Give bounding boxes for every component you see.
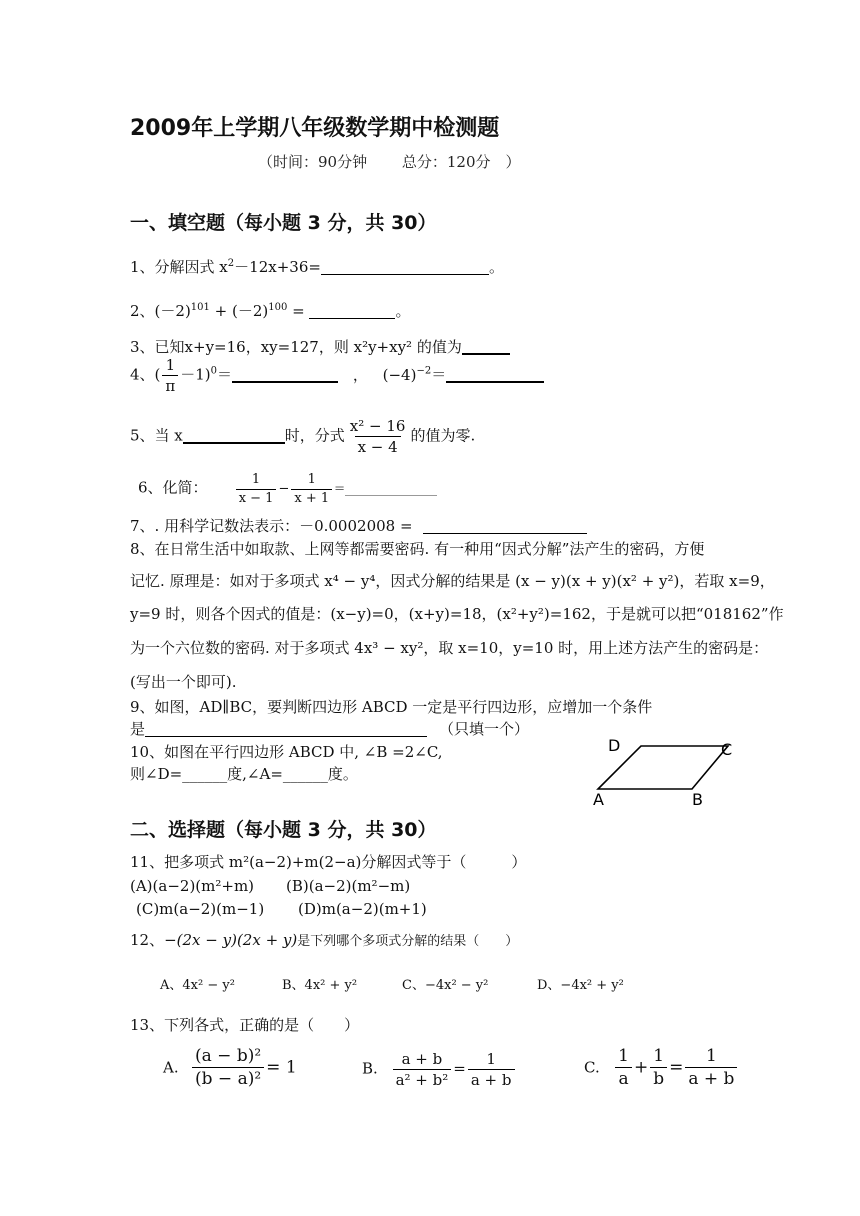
q2-term-a: (－2) [154,302,191,320]
q4-answer-blank-2[interactable] [446,365,544,383]
q11-option-d[interactable]: (D)m(a−2)(m+1) [298,900,427,918]
q13a-fraction [192,1046,264,1090]
q2-plus: + [209,302,232,320]
question-6 [138,472,437,506]
q4-answer-blank-1[interactable] [232,365,338,383]
q6-minus: − [278,481,290,497]
q13c-fraction-1 [615,1046,632,1090]
q9-line2-suffix: （只填一个） [439,720,530,738]
q13-option-a[interactable] [163,1046,297,1090]
q13c-d2: b [650,1067,667,1089]
q12-option-c[interactable]: C、−4x² − y² [402,978,489,993]
q2-answer-blank[interactable] [309,302,395,319]
q4-fraction [162,356,178,395]
q13b-fraction-1 [393,1050,452,1089]
q6-equals: = [334,481,346,497]
q13c-n2: 1 [653,1046,665,1066]
q6-frac2-den: x + 1 [291,489,332,507]
q4-mid: －1) [180,365,211,384]
q1-answer-blank[interactable] [321,258,489,275]
question-12-stem: 12、−(2x − y)(2x + y)是下列哪个多项式分解的结果（ ） [130,931,519,949]
q12-expression: −(2x − y)(2x + y) [164,931,298,949]
q7-text: 7、. 用科学记数法表示：－0.0002008 = [130,517,413,535]
q11-option-b[interactable]: (B)(a−2)(m²−m) [286,877,411,895]
q13a-label: A. [163,1058,179,1077]
question-9-line-2 [130,720,529,738]
q13c-fraction-2 [650,1046,667,1090]
question-9-line-1: 9、如图，AD∥BC，要判断四边形 ABCD 一定是平行四边形，应增加一个条件 [130,698,653,716]
q4-equals: ＝ [217,365,233,384]
q6-frac1-num: 1 [251,472,261,487]
q13b-den: a² + b² [393,1069,452,1089]
q13b-label: B. [362,1059,378,1078]
q7-answer-blank[interactable] [423,517,587,534]
q13b-equals: = [453,1059,466,1078]
question-8-line-2: 记忆. 原理是：如对于多项式 x⁴ − y⁴，因式分解的结果是 (x − y)(x + y)(x² + y²)，若取 x=9， [130,572,775,590]
q6-frac2-num: 1 [307,472,316,487]
q13a-den: (b − a)² [192,1067,264,1089]
vertex-label-b: B [692,790,703,808]
question-8-line-3: y=9 时，则各个因式的值是：(x−y)=0，(x+y)=18，(x²+y²)=162，于是就可以把“018162”作 [130,605,784,623]
vertex-label-d: D [608,736,621,755]
q2-sup-a: 101 [190,302,210,313]
question-7 [130,517,587,535]
q13a-num: (a − b)² [195,1046,262,1066]
q1-end: 。 [488,258,504,276]
q6-fraction-1 [236,472,277,506]
q1-sup: 2 [227,258,235,269]
q6-answer-blank[interactable] [345,479,437,496]
q2-prefix: 2、 [130,302,155,320]
question-8-line-4: 为一个六位数的密码. 对于多项式 4x³ − xy²，取 x=10，y=10 时，用上述方法产生的密码是： [130,639,769,657]
q2-end: 。 [395,302,411,320]
question-1 [130,258,504,276]
q13c-equals: = [669,1057,684,1078]
q11-option-a[interactable]: (A)(a−2)(m²+m) [130,877,255,895]
q2-equals: = [287,302,310,320]
q12-stem-text: 是下列哪个多项式分解的结果（ ） [297,934,519,949]
question-11-stem: 11、把多项式 m²(a−2)+m(2−a)分解因式等于（ ） [130,853,527,871]
q9-line2-prefix: 是 [130,720,146,738]
q13c-n1: 1 [618,1046,629,1066]
question-3 [130,337,510,356]
q2-sup-b: 100 [268,302,288,313]
q13-option-c[interactable] [584,1046,739,1090]
q2-term-b: (－2) [232,302,269,320]
q13c-fraction-3 [685,1046,737,1090]
q4-frac-num: 1 [165,356,176,374]
question-13-stem: 13、下列各式，正确的是（ ） [130,1016,360,1034]
q12-option-a[interactable]: A、4x² − y² [160,978,235,993]
q13b-num2: 1 [486,1050,496,1068]
page-subtitle: （时间：90分钟 总分：120分 ） [258,153,521,171]
q13b-num: a + b [401,1050,443,1068]
q13-option-b[interactable] [362,1050,517,1089]
parallelogram-figure [588,732,748,808]
q13c-n3: 1 [705,1046,717,1066]
q4-sup-zero: 0 [210,365,218,377]
q5-frac-den: x − 4 [355,436,401,456]
q6-frac1-den: x − 1 [236,489,277,507]
q5-answer-blank[interactable] [183,426,285,444]
q13c-plus: + [633,1057,649,1078]
q13c-label: C. [584,1058,600,1077]
q3-expression: x+y=16，xy=127，则 x²y+xy² 的值为 [184,338,462,356]
q6-fraction-2 [291,472,332,506]
q12-option-d[interactable]: D、−4x² + y² [537,978,624,993]
q13b-den2: a + b [468,1069,515,1089]
q11-option-c[interactable]: (C)m(a−2)(m−1) [136,900,265,918]
section-fill-in-heading: 一、填空题（每小题 3 分，共 30） [130,212,437,234]
q13b-fraction-2 [468,1050,515,1089]
q3-answer-blank[interactable] [462,337,510,355]
q9-answer-blank[interactable] [145,720,427,737]
q5-prefix: 5、当 x [130,426,183,445]
question-8-line-1: 8、在日常生活中如取款、上网等都需要密码. 有一种用“因式分解”法产生的密码，方便 [130,540,705,558]
vertex-label-a: A [593,790,604,808]
q1-mid: －12x+36= [234,258,321,276]
q4-equals-2: ＝ [431,365,447,384]
q12-option-b[interactable]: B、4x² + y² [282,978,358,993]
q5-fraction [347,417,409,456]
question-5 [130,417,475,456]
q6-prefix: 6、化简： [138,478,208,497]
q5-end: 的值为零. [410,426,476,445]
vertex-label-c: C [721,740,733,759]
section-choice-heading: 二、选择题（每小题 3 分，共 30） [130,819,437,841]
q13c-d1: a [615,1067,631,1089]
q4-sup-neg2: −2 [416,365,432,377]
q5-mid: 时，分式 [284,426,345,445]
question-4 [130,356,544,395]
page-title: 2009年上学期八年级数学期中检测题 [130,116,500,141]
q3-prefix: 3、已知 [130,338,185,356]
question-10-line-1: 10、如图在平行四边形 ABCD 中, ∠B =2∠C, [130,743,443,761]
q1-prefix: 1、分解因式 x [130,258,228,276]
question-2 [130,302,410,320]
question-8-line-5: (写出一个即可). [130,673,237,691]
q4-prefix: 4、( [130,365,161,384]
q4-frac-den: π [162,375,178,395]
q13c-d3: a + b [685,1067,737,1089]
q5-frac-num: x² − 16 [349,417,406,435]
q4-term-b: (−4) [382,365,417,384]
question-10-line-2: 则∠D=______度,∠A=______度。 [130,765,358,783]
q13a-rhs: = 1 [266,1057,297,1078]
q4-separator: ， [352,365,368,384]
